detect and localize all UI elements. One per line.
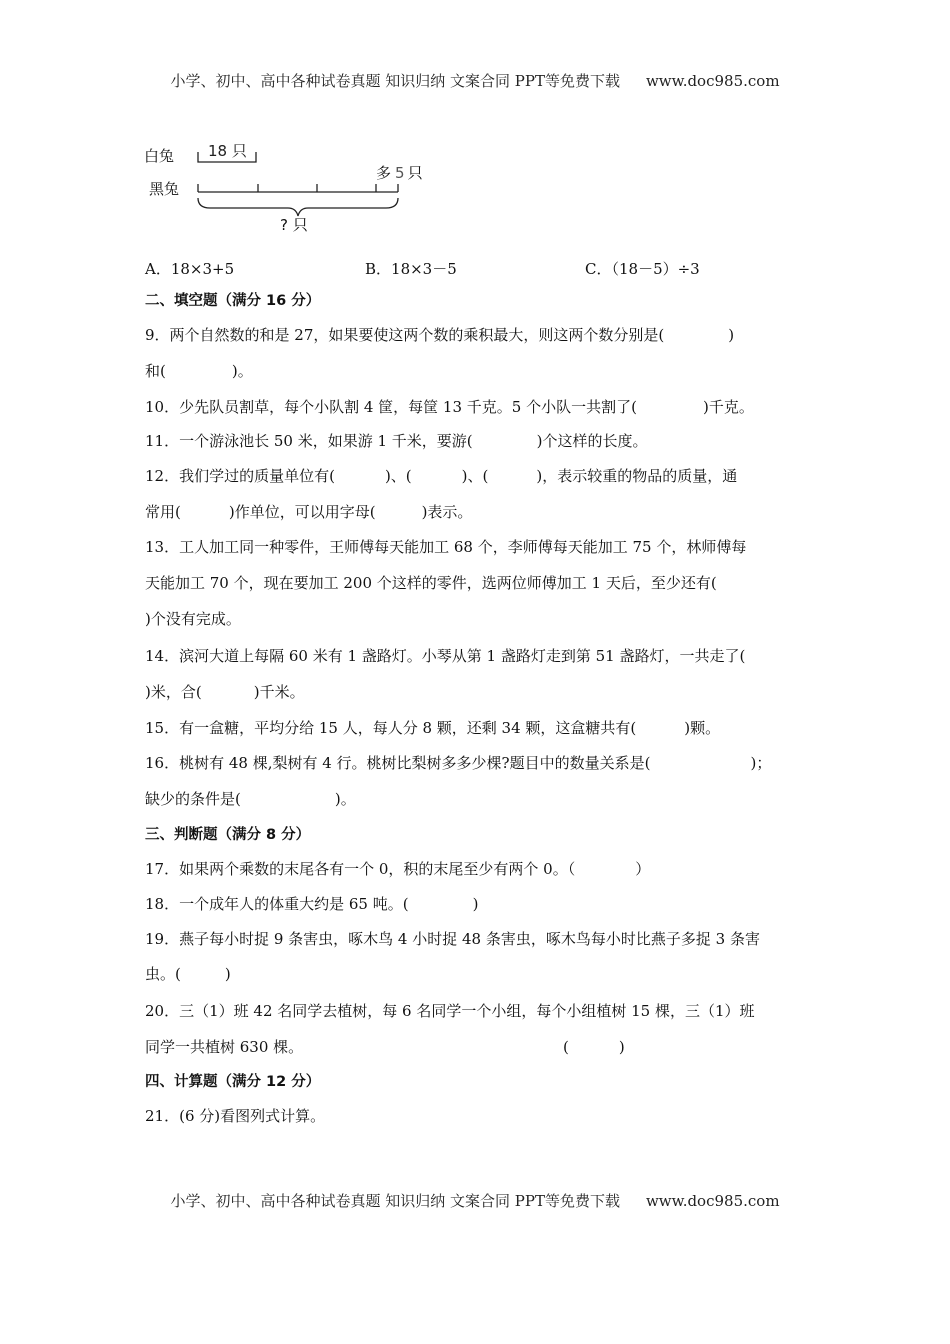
footer-site[interactable]: www.doc985.com (645, 1192, 780, 1210)
q19-line1: 19．燕子每小时捉 9 条害虫，啄木鸟 4 小时捉 48 条害虫，啄木鸟每小时比燕子多捉 3 条害 (145, 930, 760, 948)
white-rabbit-label: 白兔 (144, 147, 175, 165)
q20-paren-close: ) (618, 1038, 625, 1056)
q16-line2 (145, 789, 356, 809)
q14-text: )米，合( (145, 683, 202, 701)
footer-text: 小学、初中、高中各种试卷真题 知识归纳 文案合同 PPT等免费下载 (170, 1192, 620, 1210)
q12-line1 (145, 466, 737, 486)
q13-line2: 天能加工 70 个，现在要加工 200 个这样的零件，选两位师傅加工 1 天后，至少还有( (145, 574, 717, 592)
more-label: 多 5 只 (376, 164, 423, 182)
q9-line2 (145, 361, 253, 381)
q12-text-2: )，表示较重的物品的质量，通 (536, 467, 738, 485)
q12-line2 (145, 502, 472, 522)
q16-text-2: 缺少的条件是( (145, 790, 241, 808)
q13-line1: 13．工人加工同一种零件，王师傅每天能加工 68 个，李师傅每天能加工 75 个，林师傅每 (145, 538, 747, 556)
q10 (145, 397, 754, 417)
q21: 21．(6 分)看图列式计算。 (145, 1107, 326, 1125)
q9-paren-close: ) (728, 326, 735, 344)
q18-text: 18．一个成年人的体重大约是 65 吨。( (145, 895, 409, 913)
header-text: 小学、初中、高中各种试卷真题 知识归纳 文案合同 PPT等免费下载 (170, 72, 620, 90)
q17-text: 17．如果两个乘数的末尾各有一个 0，积的末尾至少有两个 0。（ (145, 860, 576, 878)
page-footer (0, 1190, 950, 1211)
q19-line2 (145, 964, 231, 984)
option-b: B．18×3－5 (365, 260, 457, 278)
section2-heading: 二、填空题（满分 16 分） (145, 293, 321, 309)
q14-line2 (145, 682, 305, 702)
q20-line2 (145, 1037, 303, 1057)
total-label: ? 只 (280, 216, 308, 234)
q14-end: )千米。 (253, 683, 305, 701)
q9-end: )。 (231, 362, 253, 380)
q16-text: 16．桃树有 48 棵,梨树有 4 行。桃树比梨树多多少棵?题目中的数量关系是( (145, 754, 651, 772)
q9-text: 9．两个自然数的和是 27，如果要使这两个数的乘积最大，则这两个数分别是( (145, 326, 665, 344)
page-header (0, 70, 950, 91)
q16-sep: )； (750, 754, 772, 772)
q12-text: 12．我们学过的质量单位有( (145, 467, 335, 485)
q11-text: 11．一个游泳池长 50 米，如果游 1 千米，要游( (145, 432, 473, 450)
q16-end: )。 (334, 790, 356, 808)
black-rabbit-label: 黑兔 (149, 180, 180, 198)
q20-text: 同学一共植树 630 棵。 (145, 1038, 304, 1056)
segment-diagram (140, 138, 460, 238)
q16-line1 (145, 753, 771, 773)
section3-heading: 三、判断题（满分 8 分） (145, 827, 311, 843)
q12-sep-2: )、( (461, 467, 489, 485)
q10-end: )千克。 (702, 398, 754, 416)
white-count: 18 只 (208, 142, 247, 160)
header-site[interactable]: www.doc985.com (645, 72, 780, 90)
q12-text-4: )作单位，可以用字母( (228, 503, 376, 521)
q18-end: ) (472, 895, 479, 913)
q15 (145, 718, 720, 738)
q10-text: 10．少先队员割草，每个小队割 4 筐，每筐 13 千克。5 个小队一共割了( (145, 398, 637, 416)
q11-end: )个这样的长度。 (536, 432, 648, 450)
q20-line1: 20．三（1）班 42 名同学去植树，每 6 名同学一个小组，每个小组植树 15 棵，三（1）班 (145, 1002, 755, 1020)
option-a: A．18×3+5 (145, 260, 235, 278)
q20-answer (563, 1037, 625, 1057)
q12-end: )表示。 (421, 503, 473, 521)
q9-line1 (145, 325, 734, 345)
q19-text: 虫。( (145, 965, 181, 983)
q20-paren-open: ( (563, 1038, 569, 1056)
q17-end: ） (635, 860, 651, 878)
q19-end: ) (224, 965, 231, 983)
q15-end: )颗。 (684, 719, 721, 737)
q15-text: 15．有一盒糖，平均分给 15 人，每人分 8 颗，还剩 34 颗，这盒糖共有( (145, 719, 637, 737)
q14-line1: 14．滨河大道上每隔 60 米有 1 盏路灯。小琴从第 1 盏路灯走到第 51 盏路灯，一共走了( (145, 647, 746, 665)
q9-and: 和( (145, 362, 166, 380)
q12-text-3: 常用( (145, 503, 181, 521)
section4-heading: 四、计算题（满分 12 分） (145, 1074, 321, 1090)
q13-line3: )个没有完成。 (145, 610, 241, 628)
q18 (145, 894, 478, 914)
q11 (145, 431, 648, 451)
total-brace (198, 198, 398, 216)
option-c: C．（18－5）÷3 (585, 260, 700, 278)
q17 (145, 859, 650, 879)
q12-sep-1: )、( (384, 467, 412, 485)
